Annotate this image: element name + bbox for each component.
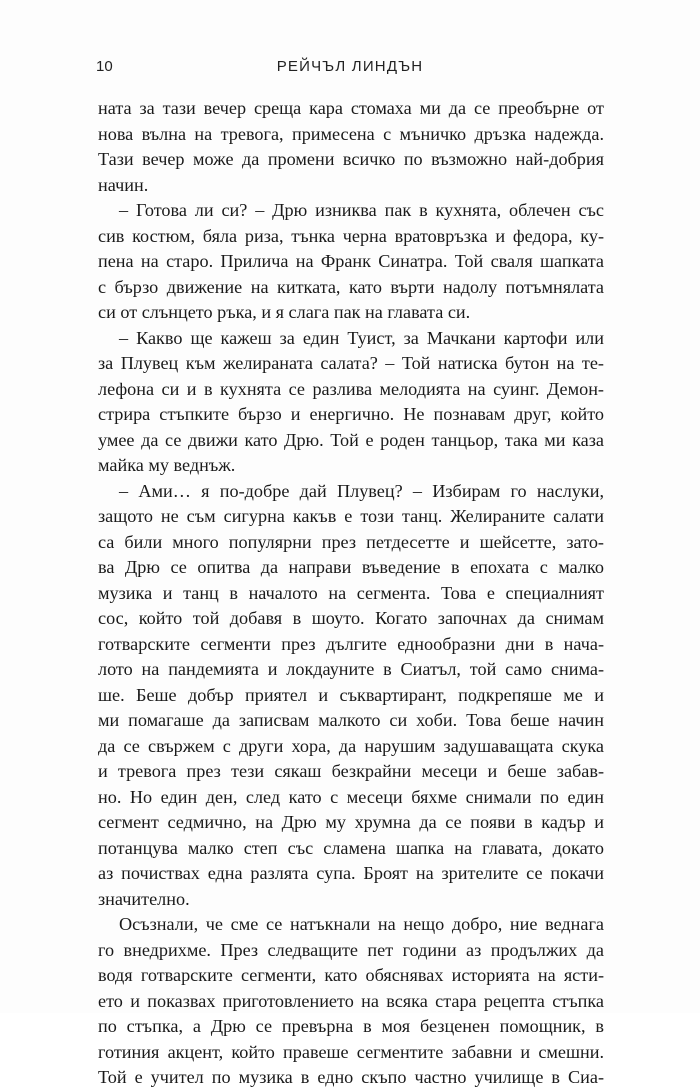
text-line: ше. Беше добър приятел и съквартирант, подкрепяше ме и — [98, 684, 604, 705]
text-line: музика и танц в началото на сегмента. Това е специалният — [98, 582, 604, 603]
text-line: готварските сегменти през дългите еднообразни дни в нача- — [98, 633, 604, 654]
text-line: сос, който той добавя в шоуто. Когато започнах да снимам — [98, 608, 604, 628]
text-line: и тревога през тези сякаш безкрайни месеци и беше забав- — [98, 761, 604, 781]
text-line: – Ами… я по-добре дай Плувец? – Избирам го наслуки, — [119, 480, 604, 501]
text-line: лефона си и в кухнята се разлива мелодията на суинг. Демон- — [98, 378, 604, 399]
text-line: аз почиствах една разлята супа. Броят на зрителите се покачи — [98, 863, 604, 883]
text-line: водя готварските сегменти, като обяснявах историята на ясти- — [98, 965, 604, 985]
text-line: Той е учител по музика в едно скъпо частно училище в Сиа- — [98, 1067, 604, 1087]
text-line: Осъзнали, че сме се натъкнали на нещо добро, ние веднага — [119, 914, 604, 934]
running-title: РЕЙЧЪЛ ЛИНДЪН — [276, 58, 424, 75]
text-line: ето и показвах приготовлението на всяка стара рецепта стъпка — [98, 990, 604, 1011]
text-line: ната за тази вечер среща кара стомаха ми да се преобърне от — [98, 98, 604, 118]
body-text — [98, 96, 604, 1091]
text-line: потанцува малко степ със сламена шапка на главата, докато — [98, 837, 604, 858]
text-line: умее да се движи като Дрю. Той е роден танцьор, така ми каза — [98, 429, 604, 450]
text-line: начин. — [98, 174, 149, 195]
text-line: защото не съм сигурна какъв е този танц. Желираните салати — [98, 506, 604, 526]
text-line: значително. — [98, 888, 190, 909]
text-line: готиния акцент, който правеше сегментите забавни и смешни. — [98, 1041, 604, 1062]
text-line: с бързо движение на китката, като върти надолу потъмнялата — [98, 276, 604, 297]
text-line: за Плувец към желираната салата? – Той натиска бутон на те- — [98, 353, 604, 373]
text-line: – Готова ли си? – Дрю изниква пак в кухнята, облечен със — [119, 200, 604, 220]
text-line: лото на пандемията и локдауните в Сиатъл, той само снима- — [98, 659, 604, 679]
text-line: си от слънцето ръка, и я слага пак на главата си. — [98, 302, 471, 322]
text-line: стрира стъпките бързо и енергично. Не познавам друг, който — [98, 404, 604, 424]
text-line: ми помагаше да записвам малкото си хоби. Това беше начин — [98, 710, 604, 730]
text-line: но. Но един ден, след като с месеци бяхме снимали по един — [98, 786, 604, 807]
text-line: го внедрихме. През следващите пет години аз продължих да — [98, 939, 604, 960]
running-header — [96, 58, 604, 82]
text-line: сегмент седмично, на Дрю му хрумна да се появи в кадър и — [98, 812, 604, 832]
text-line: нова вълна на тревога, примесена с мъничко дръзка надежда. — [98, 123, 604, 144]
text-line: пена на старо. Прилича на Франк Синатра. Той сваля шапката — [98, 251, 604, 271]
text-line: сив костюм, бяла риза, тънка черна вратовръзка и федора, ку- — [98, 225, 604, 246]
text-line: са били много популярни през петдесетте и шейсетте, зато- — [98, 531, 604, 552]
text-line: ва Дрю се опитва да направи въведение в епохата с малко — [98, 557, 604, 577]
text-line: по стъпка, а Дрю се превърна в моя безценен помощник, в — [98, 1016, 604, 1036]
text-line: – Какво ще кажеш за един Туист, за Мачкани картофи или — [119, 327, 604, 348]
text-line: майка му веднъж. — [98, 455, 236, 475]
page-number: 10 — [96, 58, 113, 75]
text-line: Тази вечер може да промени всичко по възможно най-добрия — [98, 149, 604, 169]
text-line: да се свържем с други хора, да нарушим задушаващата скука — [98, 735, 604, 756]
